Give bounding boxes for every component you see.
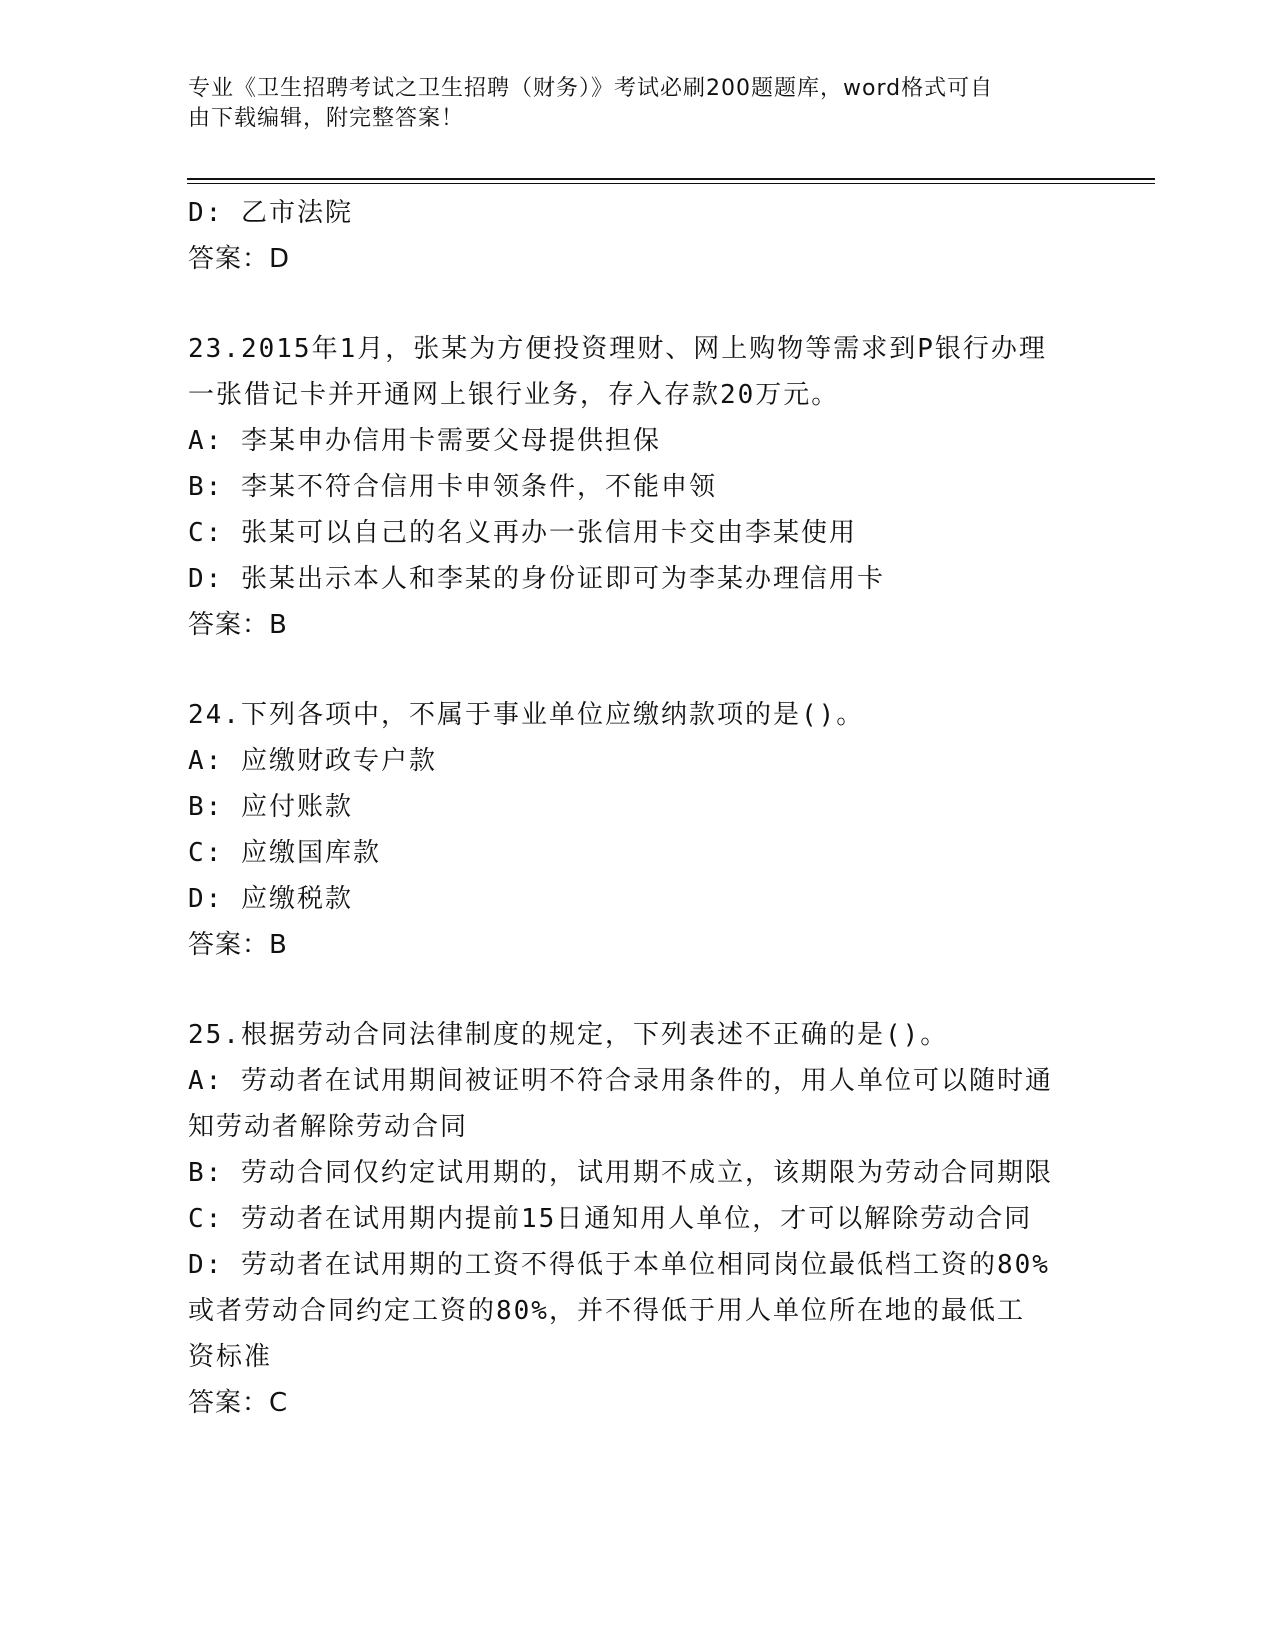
option-c: C: 应缴国库款: [188, 838, 381, 868]
header-divider-thin: [187, 183, 1155, 184]
option-d: D: 应缴税款: [188, 884, 353, 914]
question-stem: 23.2015年1月，张某为方便投资理财、网上购物等需求到P银行办理: [188, 334, 1047, 364]
question-24: [188, 692, 1088, 968]
header-line-1: 专业《卫生招聘考试之卫生招聘（财务）》考试必刷200题题库，word格式可自: [188, 76, 994, 101]
option-a-continued: 知劳动者解除劳动合同: [188, 1112, 469, 1142]
spacer: [188, 282, 1088, 326]
question-stem-continued: 一张借记卡并开通网上银行业务，存入存款20万元。: [188, 380, 840, 410]
option-c: C: 劳动者在试用期内提前15日通知用人单位，才可以解除劳动合同: [188, 1204, 1033, 1234]
question-stem: 24.下列各项中，不属于事业单位应缴纳款项的是()。: [188, 700, 865, 730]
question-22-tail: [188, 190, 1088, 282]
document-header: [188, 74, 1068, 134]
option-a: A: 劳动者在试用期间被证明不符合录用条件的，用人单位可以随时通: [188, 1066, 1053, 1096]
option-a: A: 应缴财政专户款: [188, 746, 437, 776]
question-23: [188, 326, 1088, 648]
question-25: [188, 1012, 1088, 1426]
option-b: B: 李某不符合信用卡申领条件，不能申领: [188, 472, 717, 502]
answer: 答案：B: [188, 610, 288, 640]
option-d: D: 乙市法院: [188, 198, 353, 228]
option-b: B: 劳动合同仅约定试用期的，试用期不成立，该期限为劳动合同期限: [188, 1158, 1053, 1188]
answer: 答案：D: [188, 244, 291, 274]
spacer: [188, 648, 1088, 692]
answer: 答案：C: [188, 1388, 289, 1418]
header-divider-thick: [187, 178, 1155, 180]
option-d-continued: 资标准: [188, 1342, 273, 1372]
option-d-continued: 或者劳动合同约定工资的80%，并不得低于用人单位所在地的最低工: [188, 1296, 1025, 1326]
option-d: D: 劳动者在试用期的工资不得低于本单位相同岗位最低档工资的80%: [188, 1250, 1050, 1280]
option-a: A: 李某申办信用卡需要父母提供担保: [188, 426, 661, 456]
spacer: [188, 968, 1088, 1012]
question-stem: 25.根据劳动合同法律制度的规定，下列表述不正确的是()。: [188, 1020, 949, 1050]
option-b: B: 应付账款: [188, 792, 353, 822]
question-list: [188, 190, 1088, 1426]
option-c: C: 张某可以自己的名义再办一张信用卡交由李某使用: [188, 518, 857, 548]
header-line-2: 由下载编辑，附完整答案！: [188, 106, 465, 131]
option-d: D: 张某出示本人和李某的身份证即可为李某办理信用卡: [188, 564, 885, 594]
answer: 答案：B: [188, 930, 288, 960]
